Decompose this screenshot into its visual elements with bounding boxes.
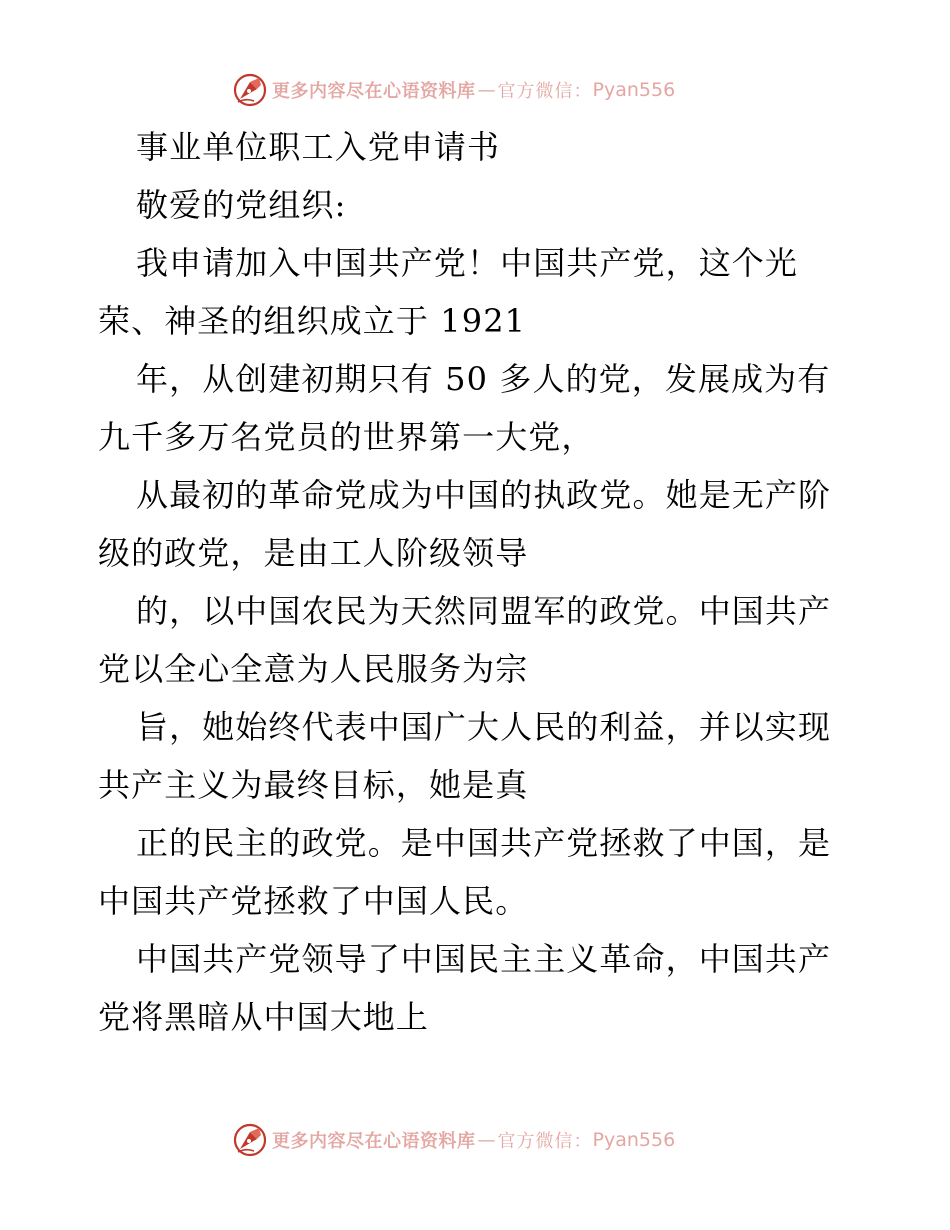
banner-wechat-id: Pyan556 xyxy=(592,1129,676,1151)
banner-wechat-label: 官方微信： xyxy=(497,81,593,102)
body-line: 荣、神圣的组织成立于 1921 xyxy=(98,302,527,340)
pen-nib-circle-icon xyxy=(232,72,268,108)
body-line: 中国共产党领导了中国民主主义革命，中国共产 xyxy=(136,940,832,978)
body-line: 我申请加入中国共产党！中国共产党，这个光 xyxy=(136,244,799,282)
body-line: 党将黑暗从中国大地上 xyxy=(98,998,430,1036)
body-line: 中国共产党拯救了中国人民。 xyxy=(98,882,529,920)
body-line: 旨，她始终代表中国广大人民的利益，并以实现 xyxy=(136,708,832,746)
banner-wechat-id: Pyan556 xyxy=(592,79,676,101)
banner-site-text: 更多内容尽在心语资料库 xyxy=(272,1131,476,1152)
document-title: 事业单位职工入党申请书 xyxy=(136,128,501,166)
body-line: 级的政党，是由工人阶级领导 xyxy=(98,534,529,572)
body-line: 党以全心全意为人民服务为宗 xyxy=(98,650,529,688)
body-line: 年，从创建初期只有 50 多人的党，发展成为有 xyxy=(136,360,831,398)
header-banner[interactable] xyxy=(232,70,675,110)
body-line: 共产主义为最终目标，她是真 xyxy=(98,766,529,804)
document-body xyxy=(98,118,858,1046)
body-line: 正的民主的政党。是中国共产党拯救了中国，是 xyxy=(136,824,832,862)
banner-dash: — xyxy=(477,79,496,101)
salutation: 敬爱的党组织: xyxy=(136,186,347,224)
body-line: 从最初的革命党成为中国的执政党。她是无产阶 xyxy=(136,476,832,514)
footer-banner[interactable] xyxy=(232,1120,675,1160)
banner-site-text: 更多内容尽在心语资料库 xyxy=(272,81,476,102)
banner-wechat-label: 官方微信： xyxy=(497,1131,593,1152)
body-line: 的，以中国农民为天然同盟军的政党。中国共产 xyxy=(136,592,832,630)
banner-dash: — xyxy=(477,1129,496,1151)
body-line: 九千多万名党员的世界第一大党， xyxy=(98,418,595,456)
pen-nib-circle-icon xyxy=(232,1122,268,1158)
